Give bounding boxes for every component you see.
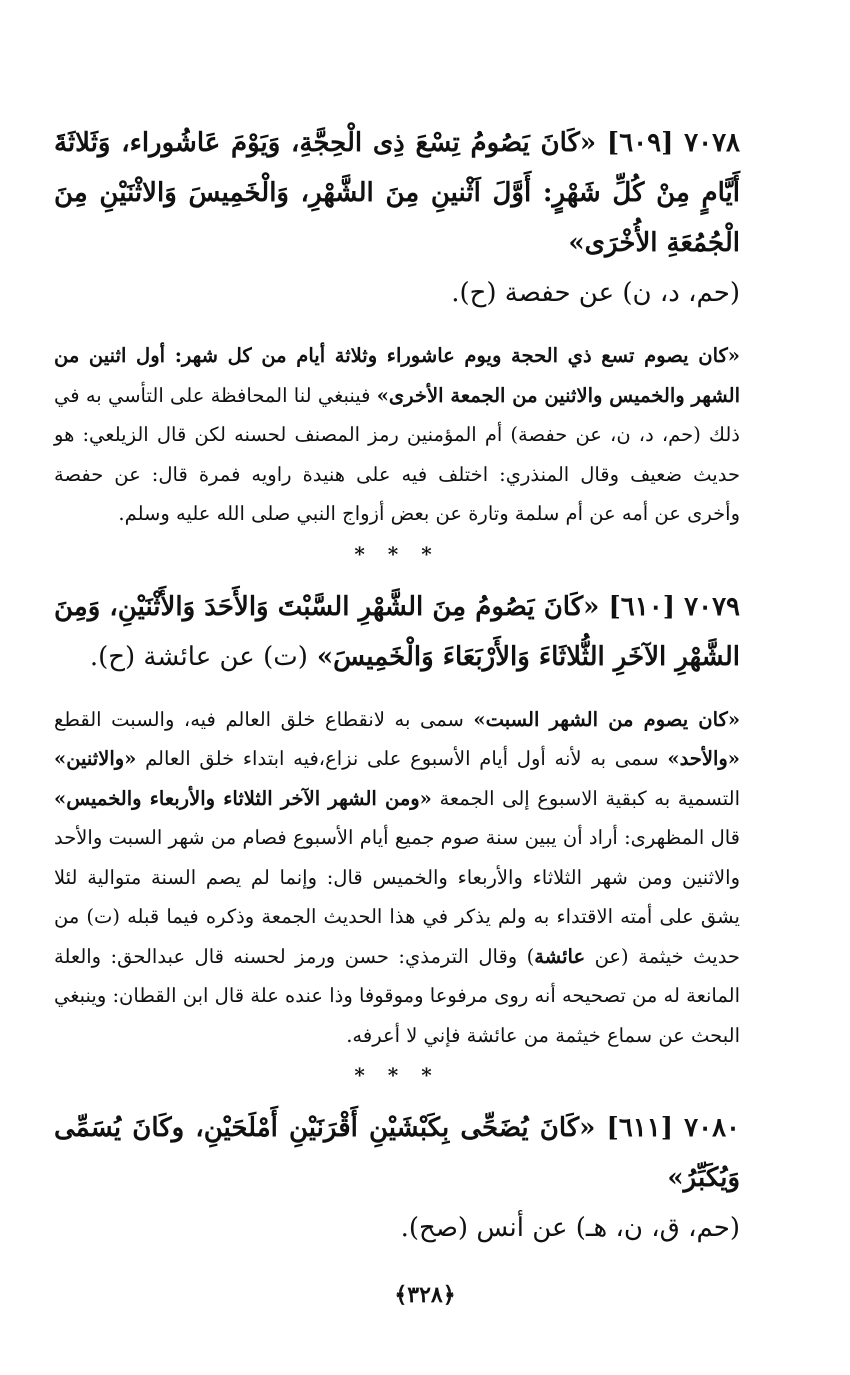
section-separator: * * * [354, 1063, 440, 1087]
commentary-7078: «كان يصوم تسع ذي الحجة ويوم عاشوراء وثلاثة أيام من كل شهر: أول اثنين من الشهر والخميس والاثنين من الجمعة الأخرى» فينبغي لنا المحافظة على التأسي به في ذلك (حم، د، ن، عن حفصة) أم المؤمنين رمز المصنف لحسنه لكن قال الزيلعي: هو حديث ضعيف وقال المنذري: اختلف فيه على هنيدة راويه فمرة قال: عن حفصة وأخرى عن أمه عن أم سلمة وتارة عن بعض أزواج النبي صلى الله عليه وسلم. [54, 344, 741, 525]
section-separator: * * * [354, 541, 440, 566]
page-body [54, 118, 740, 1253]
commentary-7079: «كان يصوم من الشهر السبت» سمى به لانقطاع خلق العالم فيه، والسبت القطع «والأحد» سمى به لأنه أول أيام الأسبوع على نزاع،فيه ابتداء خلق العالم «والاثنين» التسمية به كبقية الاسبوع إلى الجمعة «ومن الشهر الآخر الثلاثاء والأربعاء والخميس» قال المظهرى: أراد أن يبين سنة صوم جميع أيام الأسبوع فصام من شهر السبت والأحد والاثنين ومن شهر الثلاثاء والأربعاء والخميس قال: وإنما لم يصم السنة متوالية لئلا يشق على أمته الاقتداء به ولم يذكر في هذا الحديث الجمعة وذكره فيما قبله (ت) من حديث خيثمة (عن عائشة) وقال الترمذي: حسن ورمز لحسنه قال عبدالحق: والعلة المانعة له من تصحيحه أنه روى مرفوعا وموقوفا وذا عنده علة قال ابن القطان: وينبغي البحث عن سماع خيثمة من عائشة فإني لا أعرفه. [54, 707, 741, 1047]
hadith-7080: ٧٠٨٠ [٦١١] «كَانَ يُضَحِّى بِكَبْشَيْنِ أَقْرَنَيْنِ أَمْلَحَيْنِ، وكَانَ يُسَمِّى وَيُكَبِّرُ» (حم، ق، ن، هـ) عن أنس (صح). [54, 1113, 740, 1243]
hadith-7079: ٧٠٧٩ [٦١٠] «كَانَ يَصُومُ مِنَ الشَّهْرِ السَّبْتَ وَالأَحَدَ وَالأَثْنَيْنِ، وَمِنَ الشَّهْرِ الآخَرِ الثُّلاثَاءَ وَالأَرْبَعَاءَ وَالْخَمِيسَ» (ت) عن عائشة (ح). [54, 591, 740, 672]
page-number: ﴿٣٢٨﴾ [394, 1282, 456, 1308]
hadith-source: (حم، د، ن) عن حفصة (ح). [451, 278, 740, 308]
hadith-source: (ت) عن عائشة (ح). [89, 641, 308, 672]
hadith-source: (حم، ق، ن، هـ) عن أنس (صح). [400, 1213, 740, 1243]
hadith-7078: ٧٠٧٨ [٦٠٩] «كَانَ يَصُومُ تِسْعَ ذِى الْحِجَّةِ، وَيَوْمَ عَاشُوراء، وَثَلاثَةَ أَيَّامٍ مِنْ كُلِّ شَهْرٍ: أَوَّلَ اَثْنينِ مِنَ الشَّهْرِ، وَالْخَمِيسَ وَالاثْنَيْنِ مِنَ الْجُمُعَةِ الأُخْرَى» (حم، د، ن) عن حفصة (ح). [54, 128, 741, 308]
